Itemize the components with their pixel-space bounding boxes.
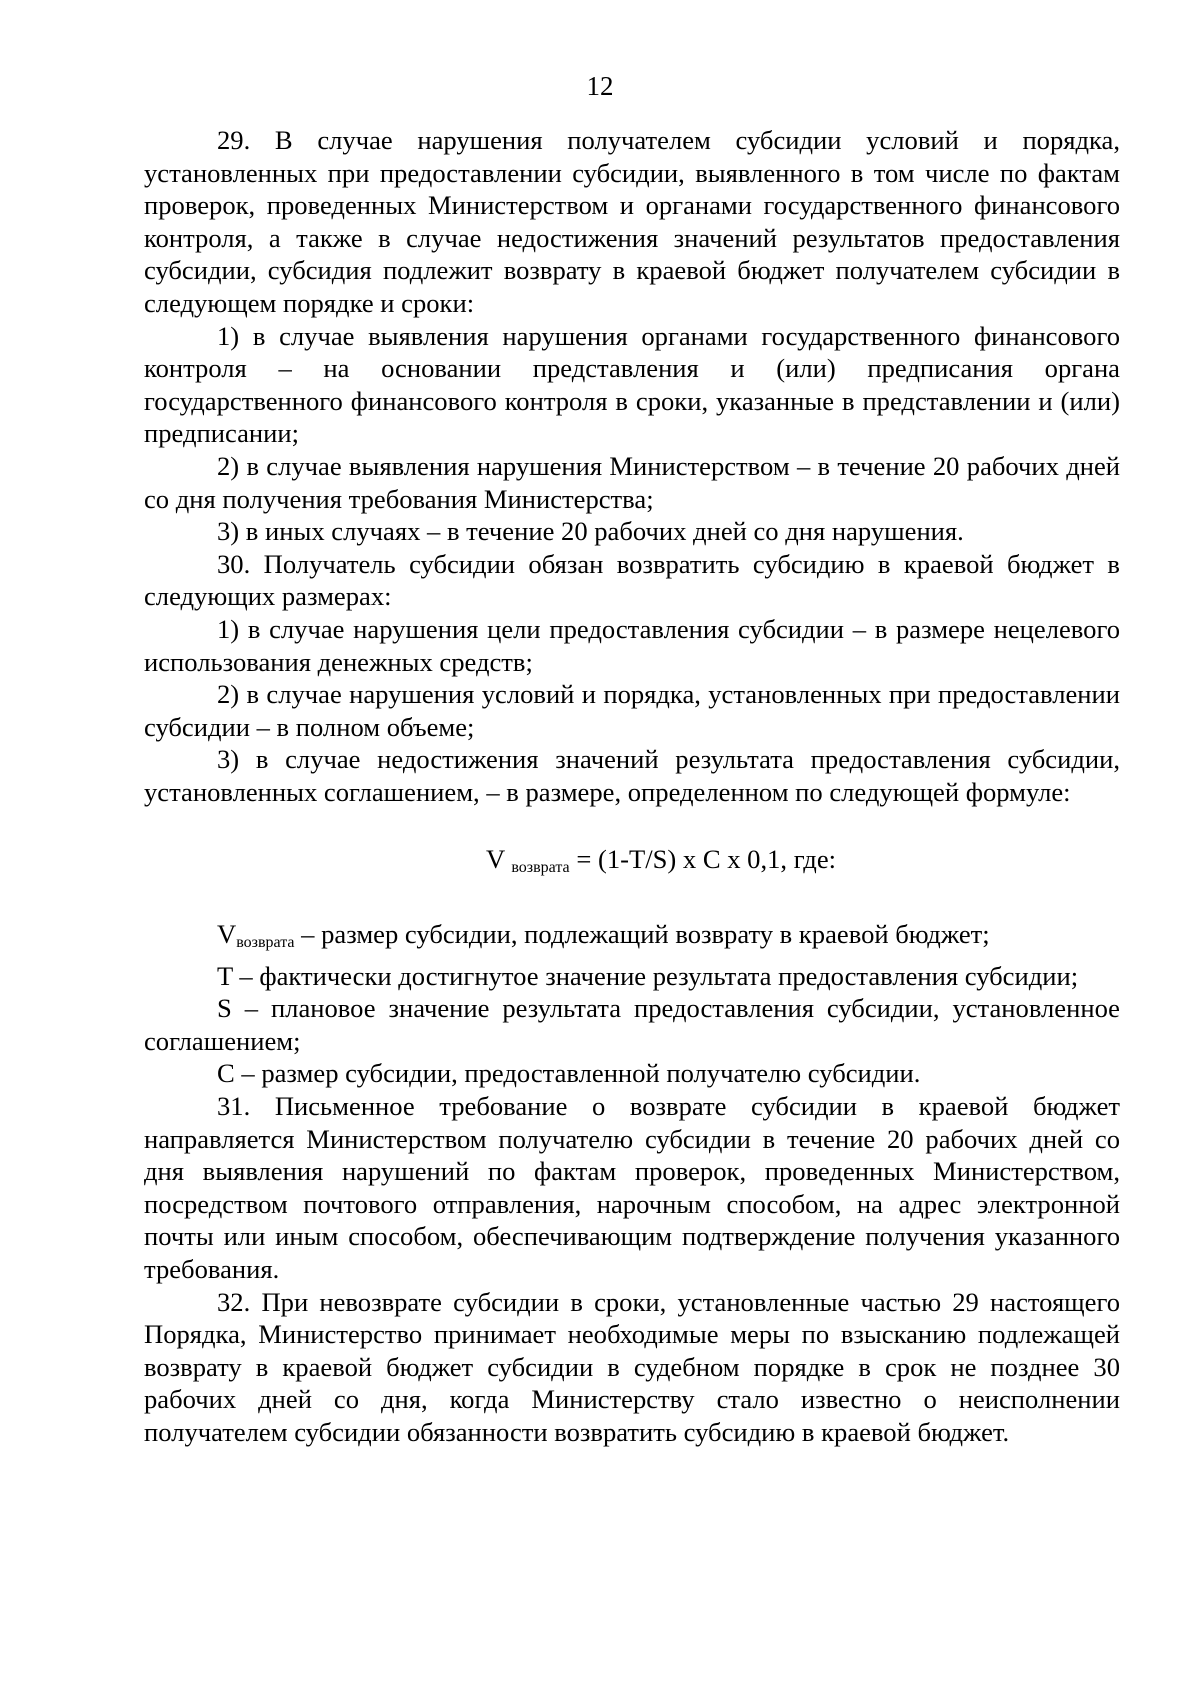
formula-expression: = (1-T/S) x C x 0,1, где: [576,844,837,875]
paragraph-29-item-1: 1) в случае выявления нарушения органами государственного финансового контроля – на основании представления и (или) предписания органа государственного финансового контроля в сроки, указанные в представлении и (или) предписании; [144,320,1120,449]
paragraph-29-item-2: 2) в случае выявления нарушения Министерством – в течение 20 рабочих дней со дня получения требования Министерства; [144,450,1120,514]
definition-v-text: – размер субсидии, подлежащий возврату в краевой бюджет; [301,919,990,950]
formula-symbol: V [485,844,505,875]
paragraph-29: 29. В случае нарушения получателем субсидии условий и порядка, установленных при предоставлении субсидии, выявленного в том числе по фактам проверок, проведенных Министерством и органами государственного финансового контроля, а также в случае недостижения значений результатов предоставления субсидии, субсидия подлежит возврату в краевой бюджет получателем субсидии в следующем порядке и сроки: [144,125,1120,318]
page-number: 12 [586,71,614,101]
definition-v-subscript: возврата [236,934,295,952]
paragraph-30: 30. Получатель субсидии обязан возвратить субсидию в краевой бюджет в следующих размерах: [144,548,1120,612]
definition-v [144,918,1120,960]
definition-s: S – плановое значение результата предоставления субсидии, установленное соглашением; [144,993,1120,1056]
refund-formula [144,843,1120,885]
paragraph-30-item-2: 2) в случае нарушения условий и порядка, установленных при предоставлении субсидии – в полном объеме; [144,679,1120,742]
paragraph-32: 32. При невозврате субсидии в сроки, установленные частью 29 настоящего Порядка, Министерство принимает необходимые меры по взысканию подлежащей возврату в краевой бюджет субсидии в судебном порядке в срок не позднее 30 рабочих дней со дня, когда Министерству стало известно о неисполнении получателем субсидии обязанности возвратить субсидию в краевой бюджет. [144,1286,1120,1447]
paragraph-31: 31. Письменное требование о возврате субсидии в краевой бюджет направляется Министерством получателю субсидии в течение 20 рабочих дней со дня выявления нарушений по фактам проверок, проведенных Министерством, посредством почтового отправления, нарочным способом, на адрес электронной почты или иным способом, обеспечивающим подтверждение получения указанного требования. [144,1091,1120,1284]
paragraph-30-item-1: 1) в случае нарушения цели предоставления субсидии – в размере нецелевого использования денежных средств; [144,613,1120,677]
definition-c: C – размер субсидии, предоставленной получателю субсидии. [217,1058,921,1089]
paragraph-29-item-3: 3) в иных случаях – в течение 20 рабочих дней со дня нарушения. [217,516,964,547]
paragraph-30-item-3: 3) в случае недостижения значений результата предоставления субсидии, установленных соглашением, – в размере, определенном по следующей формуле: [144,744,1120,807]
document-body [144,124,1120,1449]
definition-v-symbol: V [217,919,237,950]
formula-subscript: возврата [511,859,570,877]
definition-t: T – фактически достигнутое значение результата предоставления субсидии; [217,960,1079,991]
